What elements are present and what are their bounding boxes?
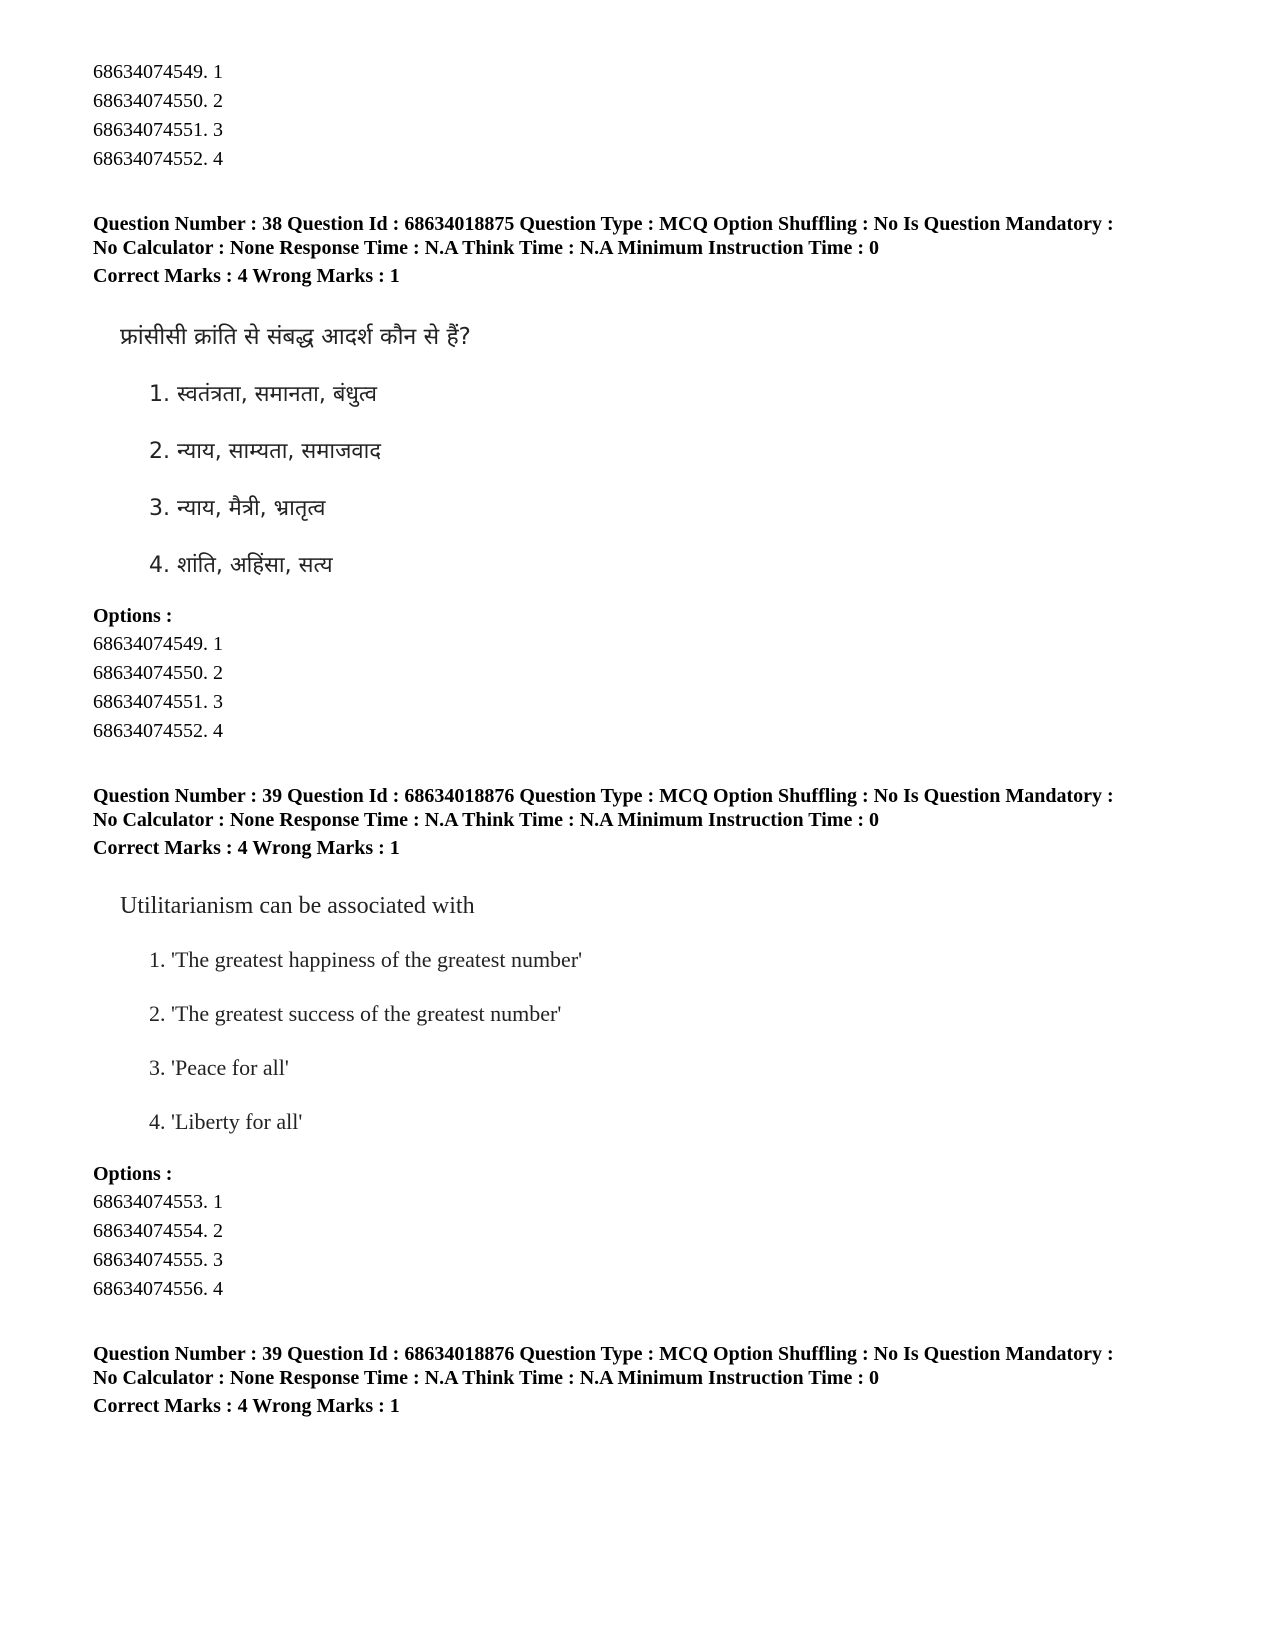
q38-option-1: 68634074549. 1 [93,633,223,655]
q39-choice-3: 3. 'Peace for all' [149,1055,289,1080]
q38-header-line2: No Calculator : None Response Time : N.A Think Time : N.A Minimum Instruction Time : 0 [93,237,879,259]
q38-options-label: Options : [93,605,173,627]
q38-option-3: 68634074551. 3 [93,691,223,713]
top-option-3: 68634074551. 3 [93,119,223,141]
q39-option-1: 68634074553. 1 [93,1191,223,1213]
q39-header-line1: Question Number : 39 Question Id : 68634018876 Question Type : MCQ Option Shuffling : No Is Question Mandatory : [93,785,1114,807]
q39-option-2: 68634074554. 2 [93,1220,223,1242]
q39-choice-2: 2. 'The greatest success of the greatest number' [149,1001,562,1026]
top-option-2: 68634074550. 2 [93,90,223,112]
q39-option-3: 68634074555. 3 [93,1249,223,1271]
q38-option-2: 68634074550. 2 [93,662,223,684]
q39b-header-line1: Question Number : 39 Question Id : 68634018876 Question Type : MCQ Option Shuffling : No Is Question Mandatory : [93,1343,1114,1365]
q39b-marks: Correct Marks : 4 Wrong Marks : 1 [93,1395,400,1417]
q39-options-label: Options : [93,1163,173,1185]
q39-header-line2: No Calculator : None Response Time : N.A Think Time : N.A Minimum Instruction Time : 0 [93,809,879,831]
q39-choice-4: 4. 'Liberty for all' [149,1109,303,1134]
q38-choice-3: 3. न्याय, मैत्री, भ्रातृत्व [149,496,326,521]
q39-choice-1: 1. 'The greatest happiness of the greatest number' [149,947,583,972]
q38-header-line1: Question Number : 38 Question Id : 68634018875 Question Type : MCQ Option Shuffling : No Is Question Mandatory : [93,213,1114,235]
top-option-1: 68634074549. 1 [93,61,223,83]
q38-marks: Correct Marks : 4 Wrong Marks : 1 [93,265,400,287]
q38-option-4: 68634074552. 4 [93,720,223,742]
top-option-4: 68634074552. 4 [93,148,223,170]
q39-marks: Correct Marks : 4 Wrong Marks : 1 [93,837,400,859]
q39-question-text: Utilitarianism can be associated with [120,893,475,919]
q38-choice-2: 2. न्याय, साम्यता, समाजवाद [149,439,382,464]
q39-option-4: 68634074556. 4 [93,1278,223,1300]
q38-choice-4: 4. शांति, अहिंसा, सत्य [149,553,333,578]
q39b-header-line2: No Calculator : None Response Time : N.A Think Time : N.A Minimum Instruction Time : 0 [93,1367,879,1389]
q38-question-text: फ्रांसीसी क्रांति से संबद्ध आदर्श कौन से हैं? [120,324,471,350]
q38-choice-1: 1. स्वतंत्रता, समानता, बंधुत्व [149,382,377,407]
